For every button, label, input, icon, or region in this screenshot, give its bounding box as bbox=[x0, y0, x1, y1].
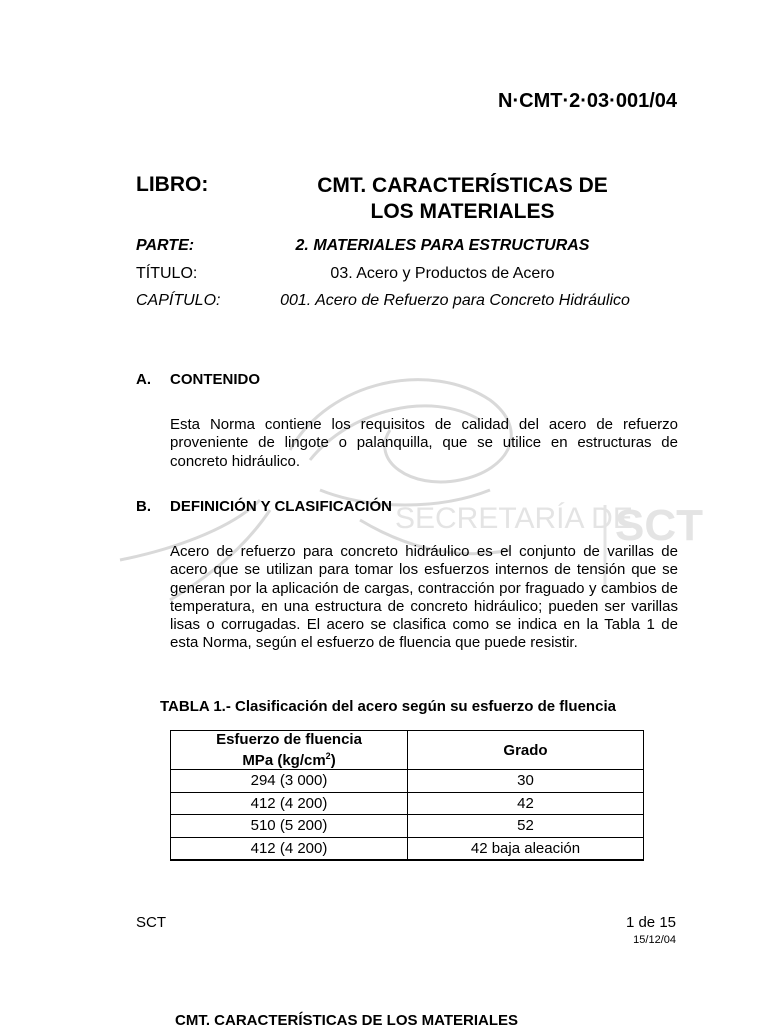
parte-label: PARTE: bbox=[136, 237, 195, 254]
table-row bbox=[171, 792, 644, 815]
section-b-body: Acero de refuerzo para concreto hidráulico es el conjunto de varillas de acero que se utilizan para tomar los esfuerzos internos de tensión que se generan por la aplicación de cargas, contracción por fraguado y cambios de temperatura, en una estructura de concreto hidráulico; pueden ser varillas lisas o corrugadas. El acero se clasifica como se indica en la Tabla 1 de esta Norma, según el esfuerzo de fluencia que puede resistir. bbox=[170, 543, 678, 652]
parte-value: 2. MATERIALES PARA ESTRUCTURAS bbox=[295, 237, 590, 254]
header-grade: Grado bbox=[408, 731, 644, 770]
section-b-title: DEFINICIÓN Y CLASIFICACIÓN bbox=[170, 498, 392, 515]
footer-date: 15/12/04 bbox=[633, 934, 676, 946]
libro-label: LIBRO: bbox=[136, 173, 209, 196]
table-row bbox=[171, 837, 644, 860]
table-header-row bbox=[171, 731, 644, 770]
table-title: TABLA 1.- Clasificación del acero según su esfuerzo de fluencia bbox=[160, 698, 616, 715]
table-row bbox=[171, 815, 644, 838]
cell-grade: 42 baja aleación bbox=[408, 837, 644, 860]
yield-strength-table bbox=[170, 730, 644, 861]
cell-stress: 510 (5 200) bbox=[171, 815, 408, 838]
section-b-heading bbox=[136, 498, 392, 515]
section-a-letter: A. bbox=[136, 371, 151, 388]
section-a-heading bbox=[136, 371, 260, 388]
cell-stress: 412 (4 200) bbox=[171, 792, 408, 815]
libro-value-line2: LOS MATERIALES bbox=[370, 200, 555, 223]
footer-page-number: 1 de 15 bbox=[625, 914, 676, 931]
watermark-text: SECRETARÍA DE bbox=[395, 502, 633, 535]
document-code: N·CMT·2·03·001/04 bbox=[498, 90, 677, 112]
cell-stress: 294 (3 000) bbox=[171, 770, 408, 793]
footer-publisher: SCT bbox=[136, 914, 166, 931]
titulo-label: TÍTULO: bbox=[136, 265, 198, 282]
cell-stress: 412 (4 200) bbox=[171, 837, 408, 860]
libro-value-line1: CMT. CARACTERÍSTICAS DE bbox=[317, 174, 608, 197]
cell-grade: 52 bbox=[408, 815, 644, 838]
capitulo-value: 001. Acero de Refuerzo para Concreto Hidráulico bbox=[280, 292, 630, 309]
cell-grade: 30 bbox=[408, 770, 644, 793]
cell-grade: 42 bbox=[408, 792, 644, 815]
next-page-header: CMT. CARACTERÍSTICAS DE LOS MATERIALES bbox=[175, 1012, 519, 1029]
section-a-body: Esta Norma contiene los requisitos de calidad del acero de refuerzo proveniente de lingote o palanquilla, que se utilice en estructuras de concreto hidráulico. bbox=[170, 416, 678, 470]
titulo-value: 03. Acero y Productos de Acero bbox=[330, 265, 555, 282]
header-yield-strength: Esfuerzo de fluencia MPa $(kg/cm^2)$ bbox=[171, 731, 408, 770]
watermark-sct-text: SCT bbox=[615, 501, 703, 550]
section-a-title: CONTENIDO bbox=[170, 371, 260, 388]
section-b-letter: B. bbox=[136, 498, 151, 515]
table-row bbox=[171, 770, 644, 793]
capitulo-label: CAPÍTULO: bbox=[136, 292, 221, 309]
libro-value bbox=[290, 173, 635, 225]
